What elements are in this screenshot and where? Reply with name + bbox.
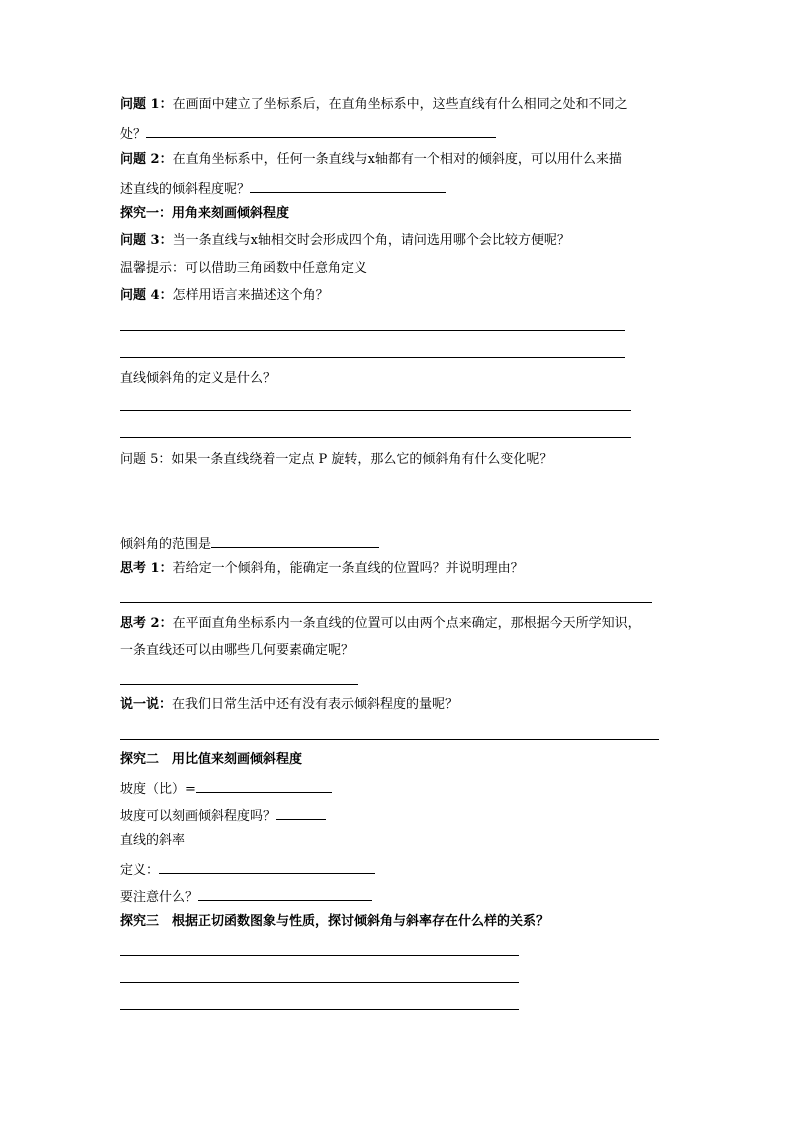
question-2-text-continued: 述直线的倾斜程度呢？ — [120, 182, 251, 197]
question-4-label: 问题 4： — [120, 288, 173, 303]
question-2-label: 问题 2： — [120, 152, 173, 167]
question-3-text: 当一条直线与x轴相交时会形成四个角，请问选用哪个会比较方便呢？ — [172, 233, 570, 248]
question-1-text-continued: 处？ — [120, 127, 147, 142]
answer-line-explore-3-3[interactable] — [120, 1009, 519, 1010]
question-3-label: 问题 3： — [120, 233, 173, 248]
answer-line-think-1[interactable] — [120, 602, 652, 603]
attention-text: 要注意什么？ — [120, 890, 199, 905]
think-1-text: 若给定一个倾斜角，能确定一条直线的位置吗？并说明理由？ — [172, 561, 524, 576]
think-2-continued: 一条直线还可以由哪些几何要素确定呢？ — [120, 643, 355, 658]
talk-label: 说一说： — [120, 697, 173, 712]
definition-line — [120, 860, 375, 876]
range-text: 倾斜角的范围是 — [120, 537, 212, 552]
attention-line — [120, 887, 372, 903]
answer-blank-definition[interactable] — [159, 860, 375, 874]
question-2-continued — [120, 179, 446, 195]
think-2 — [120, 616, 641, 632]
question-3 — [120, 233, 570, 249]
slope-question-text: 坡度可以刻画倾斜程度吗？ — [120, 809, 277, 824]
answer-line-q4-1[interactable] — [120, 330, 625, 331]
question-5: 问题 5：如果一条直线绕着一定点 P 旋转，那么它的倾斜角有什么变化呢？ — [120, 452, 553, 467]
answer-line-q4-2[interactable] — [120, 357, 625, 358]
definition-question: 直线倾斜角的定义是什么？ — [120, 371, 277, 386]
explore-1-heading: 探究一：用角来刻画倾斜程度 — [120, 206, 290, 221]
think-1 — [120, 561, 524, 577]
question-1-continued — [120, 124, 496, 140]
explore-2-heading: 探究二 用比值来刻画倾斜程度 — [120, 752, 303, 767]
answer-blank-q2[interactable] — [250, 179, 446, 193]
line-slope-heading: 直线的斜率 — [120, 833, 186, 848]
question-1 — [120, 97, 628, 113]
explore-3-heading: 探究三 根据正切函数图象与性质，探讨倾斜角与斜率存在什么样的关系？ — [120, 914, 550, 929]
answer-blank-slope-ratio[interactable] — [196, 779, 332, 793]
question-2-text: 在直角坐标系中，任何一条直线与x轴都有一个相对的倾斜度，可以用什么来描 — [172, 152, 622, 167]
question-4-text: 怎样用语言来描述这个角？ — [172, 288, 329, 303]
answer-blank-range[interactable] — [211, 534, 379, 548]
question-4 — [120, 288, 329, 304]
answer-line-definition-2[interactable] — [120, 437, 631, 438]
question-1-label: 问题 1： — [120, 97, 173, 112]
talk-text: 在我们日常生活中还有没有表示倾斜程度的量呢？ — [172, 697, 459, 712]
range-question — [120, 534, 379, 550]
answer-line-explore-3-2[interactable] — [120, 982, 519, 983]
answer-line-definition-1[interactable] — [120, 410, 631, 411]
slope-ratio-text: 坡度（比）= — [120, 782, 196, 797]
answer-line-talk[interactable] — [120, 739, 659, 740]
think-2-text: 在平面直角坐标系内一条直线的位置可以由两个点来确定，那根据今天所学知识， — [172, 616, 641, 631]
definition-text: 定义： — [120, 863, 160, 878]
hint-text: 温馨提示：可以借助三角函数中任意角定义 — [120, 261, 368, 276]
answer-line-think-2[interactable] — [120, 684, 358, 685]
slope-ratio — [120, 779, 332, 795]
answer-line-explore-3-1[interactable] — [120, 955, 519, 956]
answer-blank-q1[interactable] — [146, 124, 496, 138]
think-2-label: 思考 2： — [120, 616, 173, 631]
question-1-text: 在画面中建立了坐标系后，在直角坐标系中，这些直线有什么相同之处和不同之 — [172, 97, 628, 112]
talk-question — [120, 697, 458, 713]
think-1-label: 思考 1： — [120, 561, 173, 576]
answer-blank-attention[interactable] — [198, 887, 372, 901]
slope-question — [120, 806, 326, 822]
answer-blank-slope-question[interactable] — [276, 806, 326, 820]
question-2 — [120, 152, 622, 168]
